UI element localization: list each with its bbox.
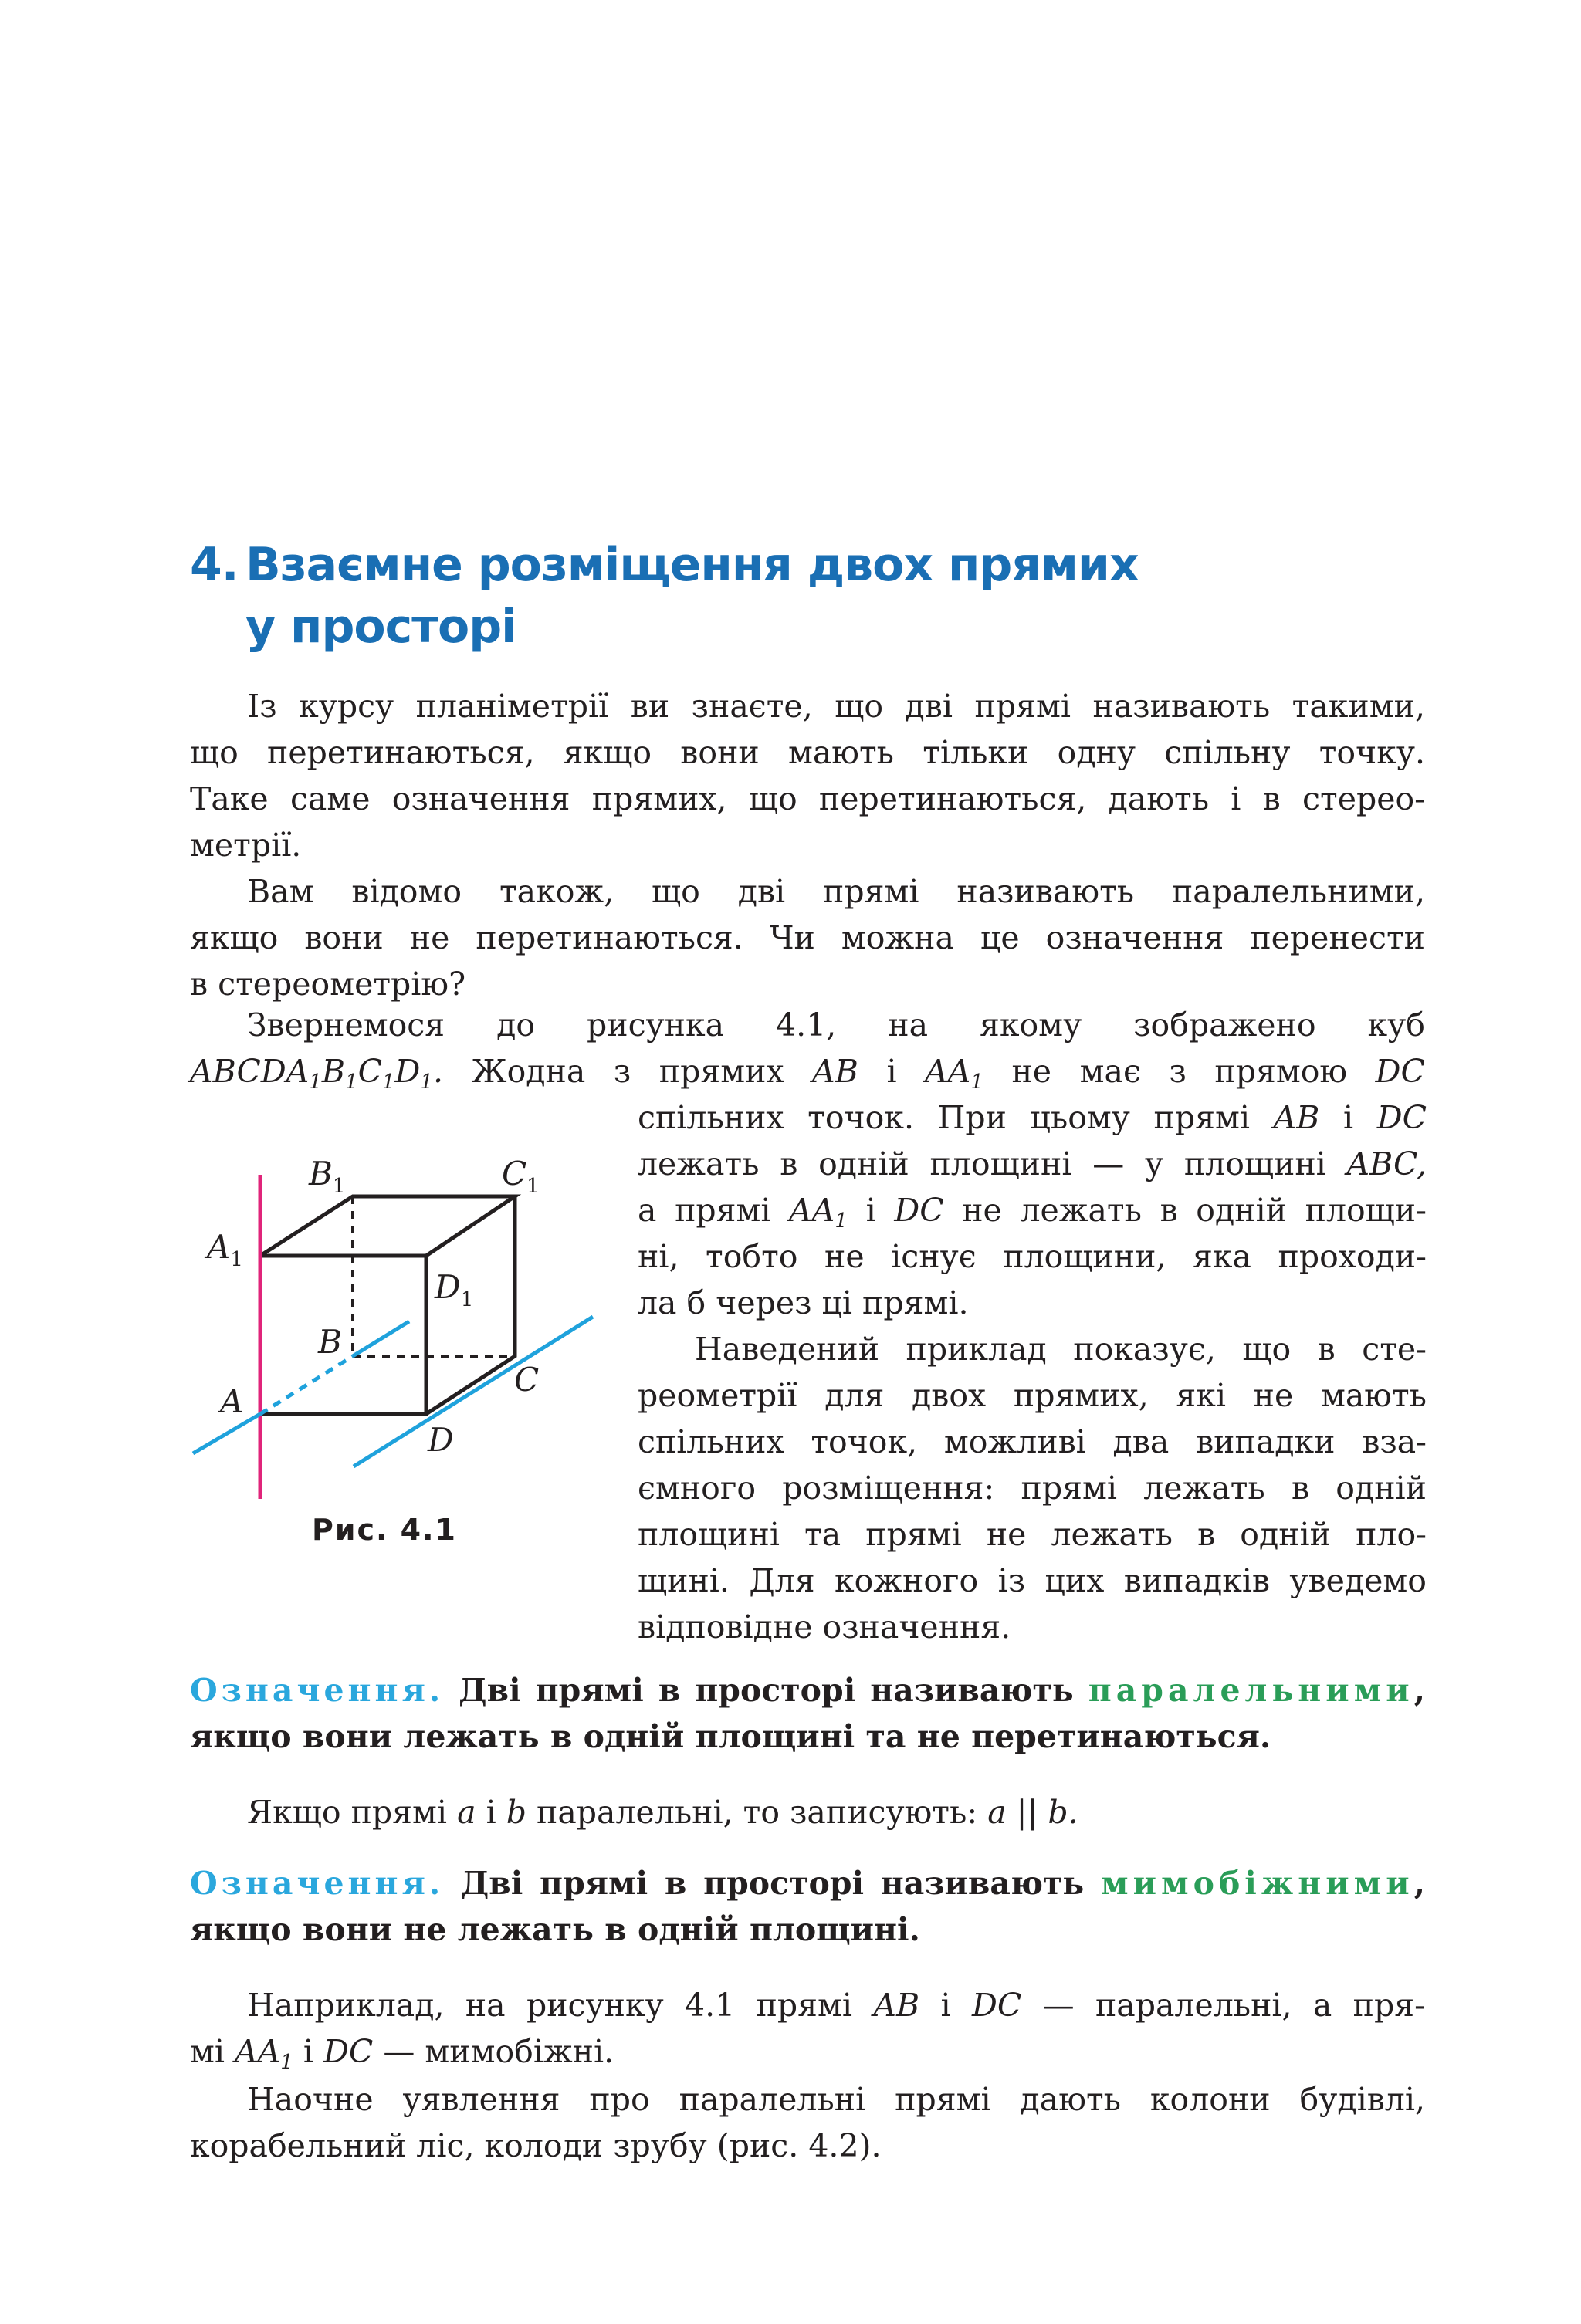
label-a: A: [220, 1382, 244, 1420]
text-line: ємного розміщення: прямі лежать в одній: [638, 1470, 1427, 1507]
text-line: площині та прямі не лежать в одній пло-: [638, 1516, 1427, 1553]
text-line: Таке саме означення прямих, що перетинаються, дають і в стерео-: [190, 780, 1425, 817]
definition-line: якщо вони лежать в одній площині та не перетинаються.: [190, 1718, 1271, 1755]
hidden-edges: [353, 1196, 515, 1356]
definition-label: Означення.: [190, 1865, 445, 1902]
text-line: а прямі $AA_1$ і DC не лежать в одній площи-: [638, 1192, 1427, 1233]
cube-figure: [178, 1142, 610, 1513]
text-line: метрії.: [190, 827, 302, 864]
definition-label: Означення.: [190, 1672, 445, 1709]
parallel-formula: a || b.: [987, 1794, 1078, 1831]
heading-line-1: Взаємне розміщення двох прямих: [245, 538, 1139, 592]
label-b1: $B_1$: [309, 1155, 346, 1198]
text-line-with-math: $ABCDA_1B_1C_1D_1$. Жодна з прямих AB і $AA_1$ не має з прямою DC: [190, 1053, 1425, 1094]
text-line: ла б через ці прямі.: [638, 1284, 969, 1321]
term-skew: мимобіжними: [1100, 1865, 1414, 1902]
figure-side-text-2: [638, 1326, 1427, 1650]
text-line: щині. Для кожного із цих випадків уведемо: [638, 1562, 1427, 1599]
paragraph-3: [190, 1002, 1425, 1094]
text-line: спільних точок. При цьому прямі AB і DC: [638, 1099, 1427, 1136]
label-d: D: [428, 1421, 454, 1459]
text-line: відповідне означення.: [638, 1609, 1011, 1646]
label-b: B: [318, 1323, 342, 1361]
parallel-notation: Якщо прямі a і b паралельні, то записують: a || b.: [247, 1794, 1078, 1831]
definition-skew: [190, 1860, 1425, 1953]
text-line: мі $AA_1$ і DC — мимобіжні.: [190, 2033, 614, 2074]
label-a1: $A_1$: [207, 1228, 243, 1271]
cube-edges: [260, 1196, 515, 1414]
label-d1: $D_1$: [435, 1268, 474, 1311]
text-line: реометрії для двох прямих, які не мають: [638, 1377, 1427, 1414]
heading-line-2: у просторі: [245, 600, 516, 654]
text-line: корабельний ліс, колоди зрубу (рис. 4.2).: [190, 2127, 882, 2164]
term-parallel: паралельними: [1088, 1672, 1414, 1709]
text-line: в стереометрію?: [190, 966, 466, 1003]
text-line: спільних точок, можливі два випадки вза-: [638, 1423, 1427, 1460]
example-paragraph: [190, 1982, 1425, 2075]
definition-line: Означення. Дві прямі в просторі називають паралельними,: [190, 1672, 1425, 1709]
paragraph-1: [190, 683, 1425, 868]
figure-side-text: [638, 1094, 1427, 1326]
label-c1: $C_1$: [502, 1155, 540, 1198]
text-line: Вам відомо також, що дві прямі називають паралельними,: [247, 873, 1425, 910]
definition-parallel: [190, 1667, 1425, 1760]
text-line: ні, тобто не існує площини, яка проходи-: [638, 1238, 1427, 1275]
section-heading: [190, 534, 1139, 658]
text-line: Звернемося до рисунка 4.1, на якому зображено куб: [247, 1006, 1425, 1044]
text-line: Із курсу планіметрії ви знаєте, що дві прямі називають такими,: [247, 688, 1425, 725]
closing-paragraph: [190, 2076, 1425, 2169]
text-line: лежать в одній площині — у площині ABC,: [638, 1145, 1427, 1182]
definition-line: якщо вони не лежать в одній площині.: [190, 1911, 920, 1948]
text-line: Наведений приклад показує, що в сте-: [695, 1331, 1427, 1368]
section-number: 4.: [190, 538, 239, 592]
paragraph-2: [190, 868, 1425, 1007]
text-line: якщо вони не перетинаються. Чи можна це означення перенести: [190, 919, 1425, 956]
definition-line: Означення. Дві прямі в просторі називають мимобіжними,: [190, 1865, 1425, 1902]
text-line: Наочне уявлення про паралельні прямі дають колони будівлі,: [247, 2081, 1425, 2118]
text-line: Наприклад, на рисунку 4.1 прямі AB і DC — паралельні, а пря-: [247, 1987, 1425, 2024]
figure-caption: Рис. 4.1: [312, 1513, 457, 1547]
cube-name: $ABCDA_1B_1C_1D_1$.: [190, 1053, 443, 1094]
label-c: C: [514, 1361, 540, 1399]
line-dc: [354, 1317, 593, 1466]
text-line: що перетинаються, якщо вони мають тільки одну спільну точку.: [190, 734, 1425, 771]
